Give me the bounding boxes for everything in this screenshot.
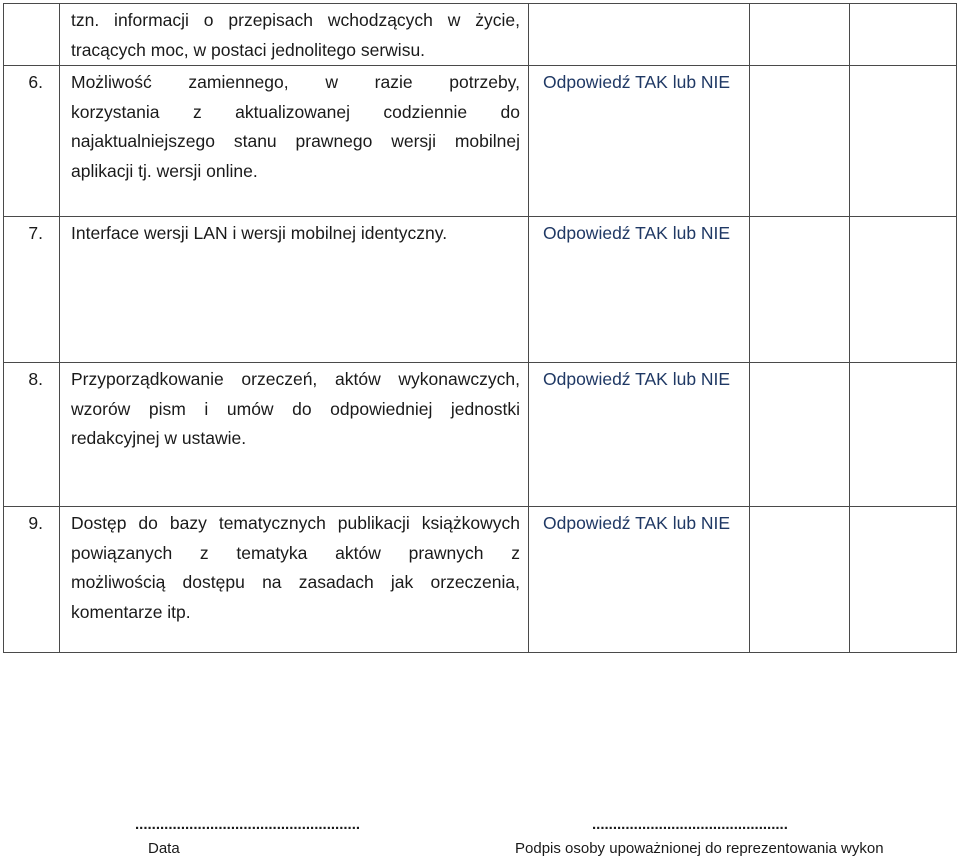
table-row <box>4 66 957 217</box>
description-line: Możliwość zamiennego, w razie potrzeby, <box>71 72 520 92</box>
signature-dots: ............................................... <box>592 816 788 833</box>
description-line: powiązanych z tematyka aktów prawnych z <box>71 542 520 563</box>
description-line: aplikacji tj. wersji online. <box>71 160 258 181</box>
row-answer: Odpowiedź TAK lub NIE <box>529 66 750 217</box>
notes-cell[interactable] <box>850 217 957 363</box>
notes-cell[interactable] <box>850 4 957 66</box>
row-number: 7. <box>4 217 60 363</box>
date-label: Data <box>148 840 180 857</box>
description-line: Przyporządkowanie orzeczeń, aktów wykonawczych, <box>71 369 520 389</box>
date-dots: ...................................................... <box>135 816 361 833</box>
description-line: tzn. informacji o przepisach wchodzących w życie, <box>71 10 520 30</box>
description-line: komentarze itp. <box>71 601 191 622</box>
row-answer: Odpowiedź TAK lub NIE <box>529 217 750 363</box>
description-line: tracących moc, w postaci jednolitego serwisu. <box>71 39 426 60</box>
answer-cell[interactable] <box>750 363 850 507</box>
table-row <box>4 507 957 653</box>
row-answer <box>529 4 750 66</box>
table-row <box>4 217 957 363</box>
row-description <box>60 217 529 363</box>
description-line: najaktualniejszego stanu prawnego wersji mobilnej <box>71 131 520 151</box>
answer-cell[interactable] <box>750 217 850 363</box>
notes-cell[interactable] <box>850 507 957 653</box>
row-answer: Odpowiedź TAK lub NIE <box>529 507 750 653</box>
notes-cell[interactable] <box>850 66 957 217</box>
row-answer: Odpowiedź TAK lub NIE <box>529 363 750 507</box>
description-line: korzystania z aktualizowanej codziennie do <box>71 101 520 122</box>
description-line: Dostęp do bazy tematycznych publikacji książkowych <box>71 513 520 533</box>
row-number: 9. <box>4 507 60 653</box>
table-row <box>4 363 957 507</box>
description-line: możliwością dostępu na zasadach jak orzeczenia, <box>71 572 520 592</box>
notes-cell[interactable] <box>850 363 957 507</box>
description-line: wzorów pism i umów do odpowiedniej jednostki <box>71 398 520 419</box>
row-number <box>4 4 60 66</box>
signature-label: Podpis osoby upoważnionej do reprezentowania wykon <box>515 840 884 857</box>
requirements-table <box>3 3 957 653</box>
answer-cell[interactable] <box>750 66 850 217</box>
row-number: 8. <box>4 363 60 507</box>
row-description <box>60 507 529 653</box>
answer-cell[interactable] <box>750 4 850 66</box>
row-description <box>60 66 529 217</box>
row-description <box>60 363 529 507</box>
table-row <box>4 4 957 66</box>
answer-cell[interactable] <box>750 507 850 653</box>
description-line: Interface wersji LAN i wersji mobilnej identyczny. <box>71 223 448 243</box>
row-description <box>60 4 529 66</box>
description-line: redakcyjnej w ustawie. <box>71 428 247 448</box>
row-number: 6. <box>4 66 60 217</box>
